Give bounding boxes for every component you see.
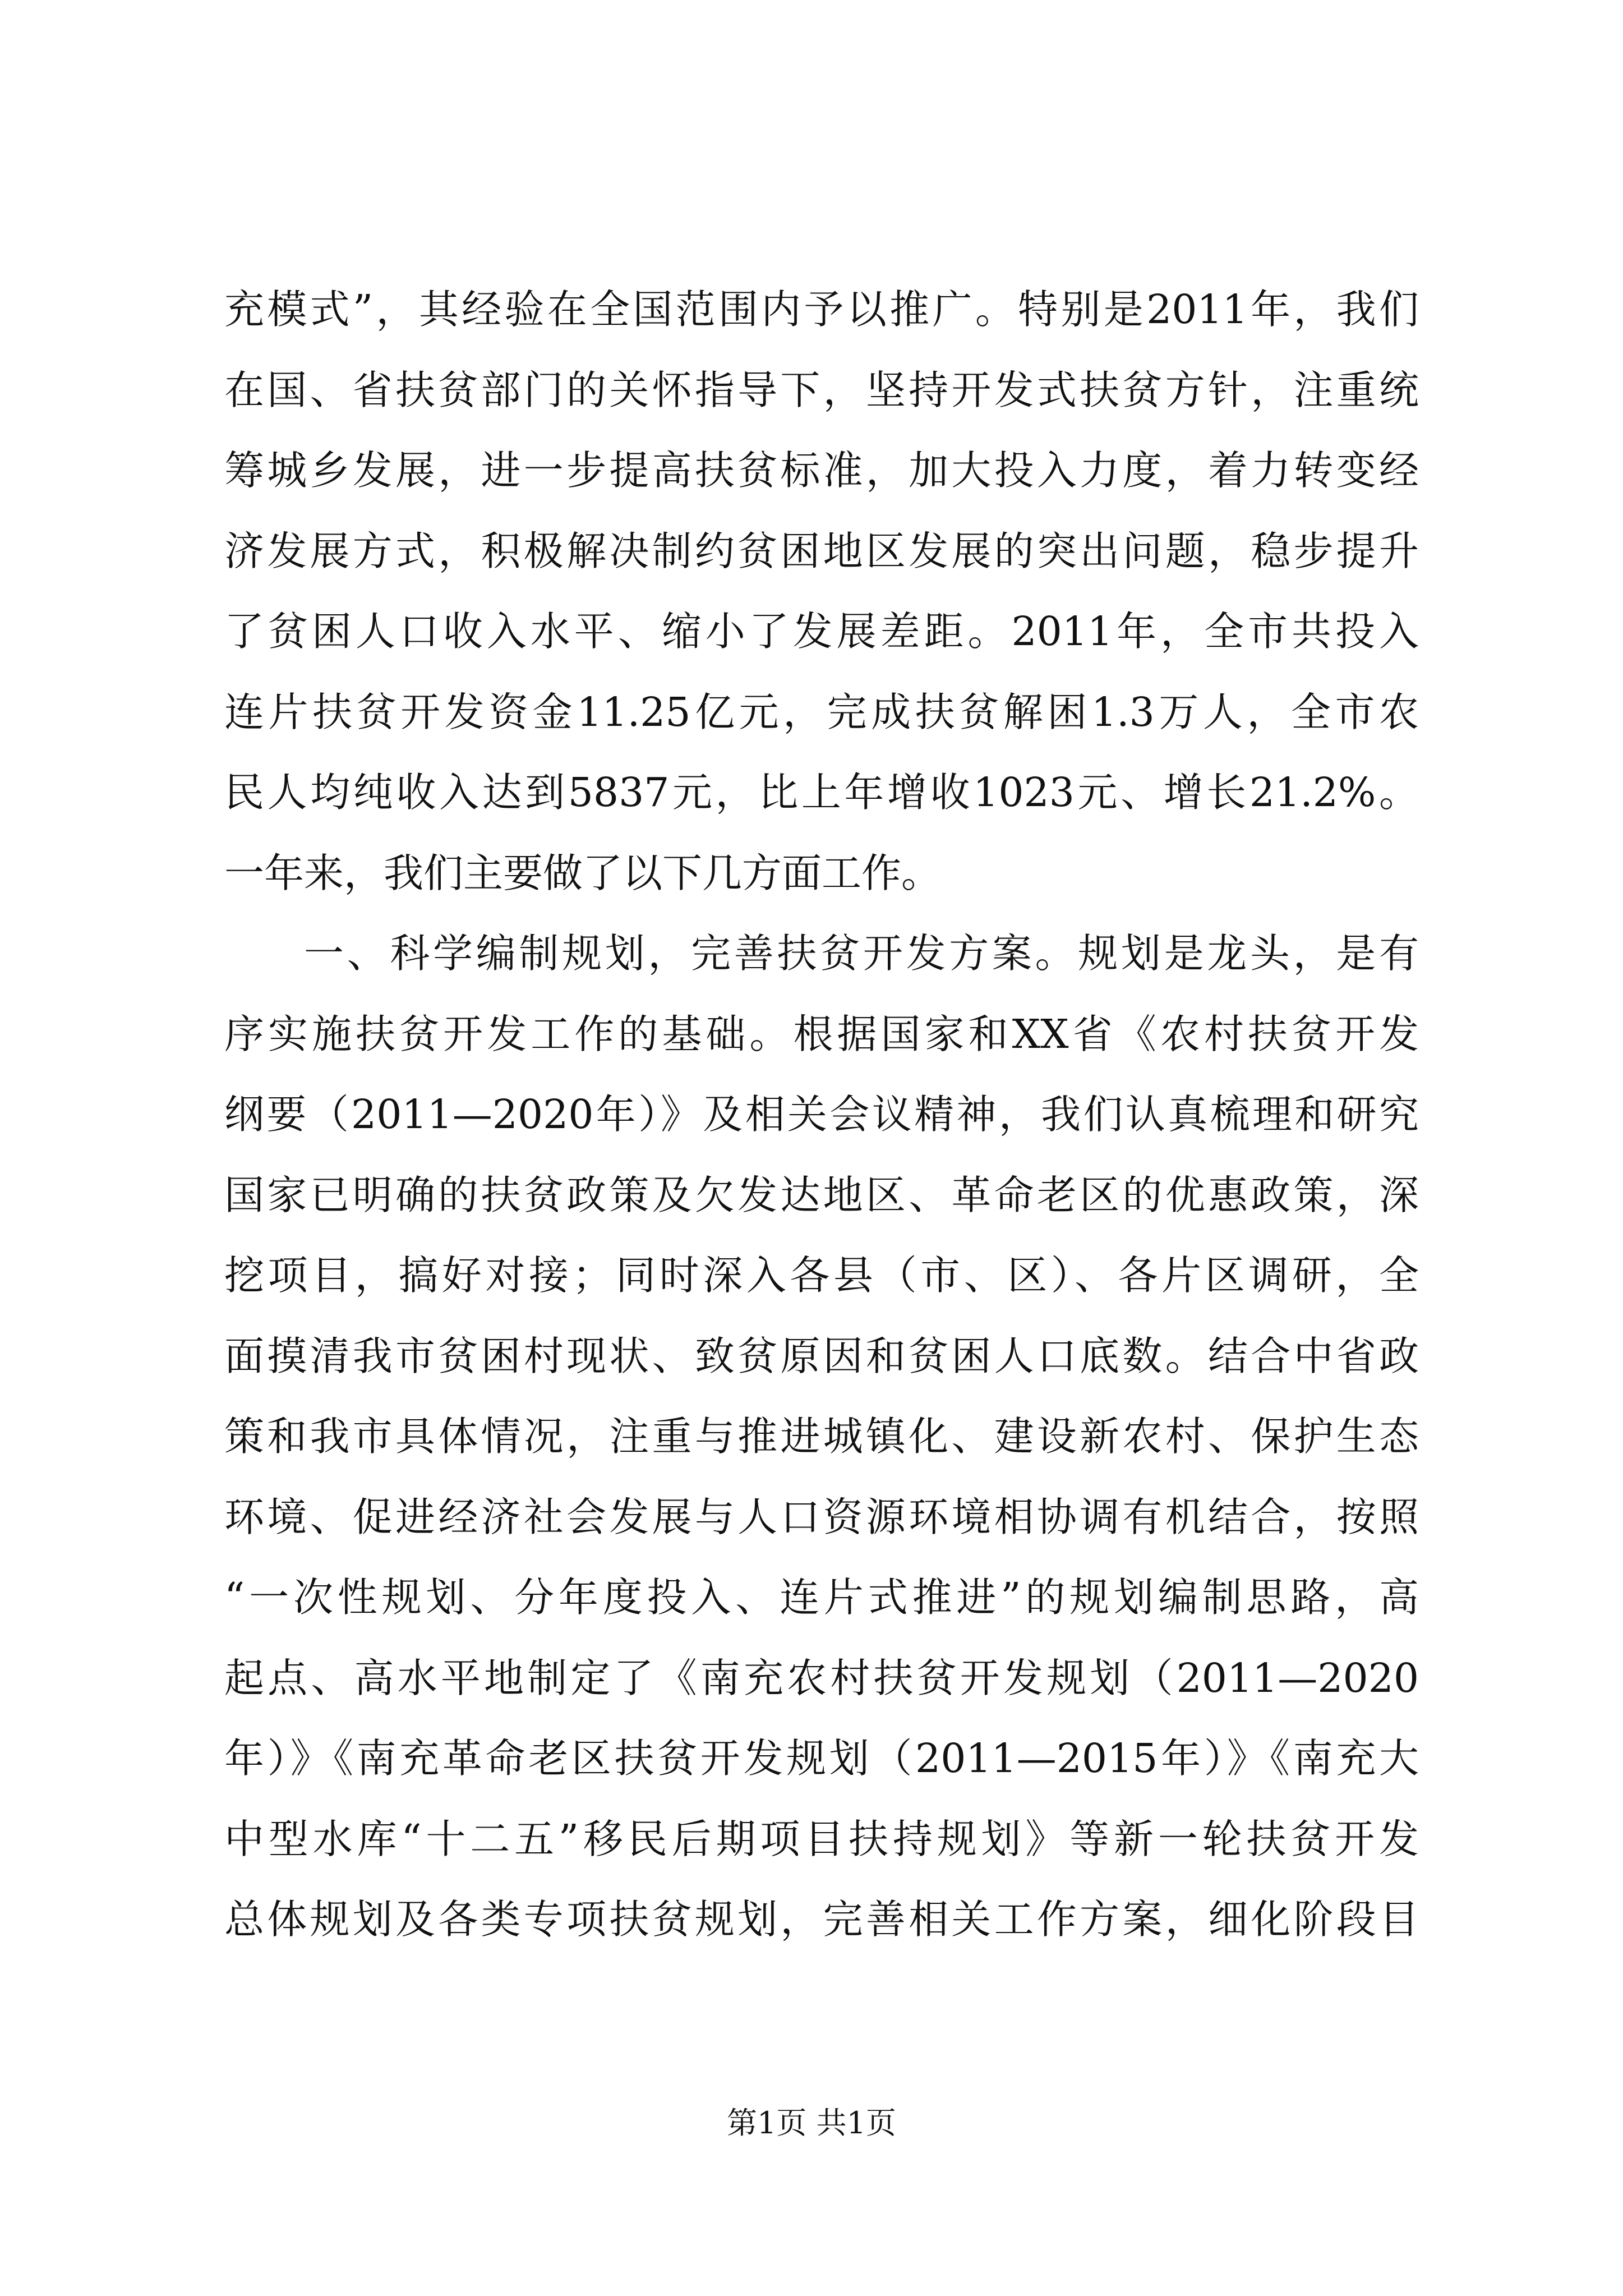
text-line: 连片扶贫开发资金11.25亿元，完成扶贫解困1.3万人，全市农 <box>224 688 1419 735</box>
text-line: 济发展方式，积极解决制约贫困地区发展的突出问题，稳步提升 <box>224 527 1419 574</box>
text-line: 一年来，我们主要做了以下几方面工作。 <box>224 849 942 896</box>
text-line: 筹城乡发展，进一步提高扶贫标准，加大投入力度，着力转变经 <box>224 447 1419 494</box>
text-line: 年）》《南充革命老区扶贫开发规划（2011—2015年）》《南充大 <box>224 1735 1419 1782</box>
text-line: 挖项目，搞好对接；同时深入各县（市、区）、各片区调研，全 <box>224 1252 1419 1299</box>
text-line: 中型水库“十二五”移民后期项目扶持规划》等新一轮扶贫开发 <box>224 1815 1419 1862</box>
text-line: 充模式”，其经验在全国范围内予以推广。特别是2011年，我们 <box>224 286 1419 333</box>
text-line: 民人均纯收入达到5837元，比上年增收1023元、增长21.2%。 <box>224 769 1419 816</box>
text-line: 环境、促进经济社会发展与人口资源环境相协调有机结合，按照 <box>224 1493 1419 1540</box>
text-line: 了贫困人口收入水平、缩小了发展差距。2011年，全市共投入 <box>224 608 1419 655</box>
text-line: 起点、高水平地制定了《南充农村扶贫开发规划（2011—2020 <box>224 1654 1419 1701</box>
text-line: 纲要（2011—2020年）》及相关会议精神，我们认真梳理和研究 <box>224 1091 1419 1138</box>
text-line: 国家已明确的扶贫政策及欠发达地区、革命老区的优惠政策，深 <box>224 1171 1419 1218</box>
text-line: “一次性规划、分年度投入、连片式推进”的规划编制思路，高 <box>224 1574 1419 1621</box>
text-line: 面摸清我市贫困村现状、致贫原因和贫困人口底数。结合中省政 <box>224 1332 1419 1379</box>
text-line: 总体规划及各类专项扶贫规划，完善相关工作方案，细化阶段目 <box>224 1896 1419 1943</box>
text-line: 一、科学编制规划，完善扶贫开发方案。规划是龙头，是有 <box>304 930 1419 977</box>
page-footer: 第1页 共1页 <box>727 2105 896 2141</box>
text-line: 序实施扶贫开发工作的基础。根据国家和XX省《农村扶贫开发 <box>224 1010 1419 1057</box>
document-body <box>224 269 1419 1960</box>
text-line: 策和我市具体情况，注重与推进城镇化、建设新农村、保护生态 <box>224 1413 1419 1460</box>
text-line: 在国、省扶贫部门的关怀指导下，坚持开发式扶贫方针，注重统 <box>224 366 1419 413</box>
